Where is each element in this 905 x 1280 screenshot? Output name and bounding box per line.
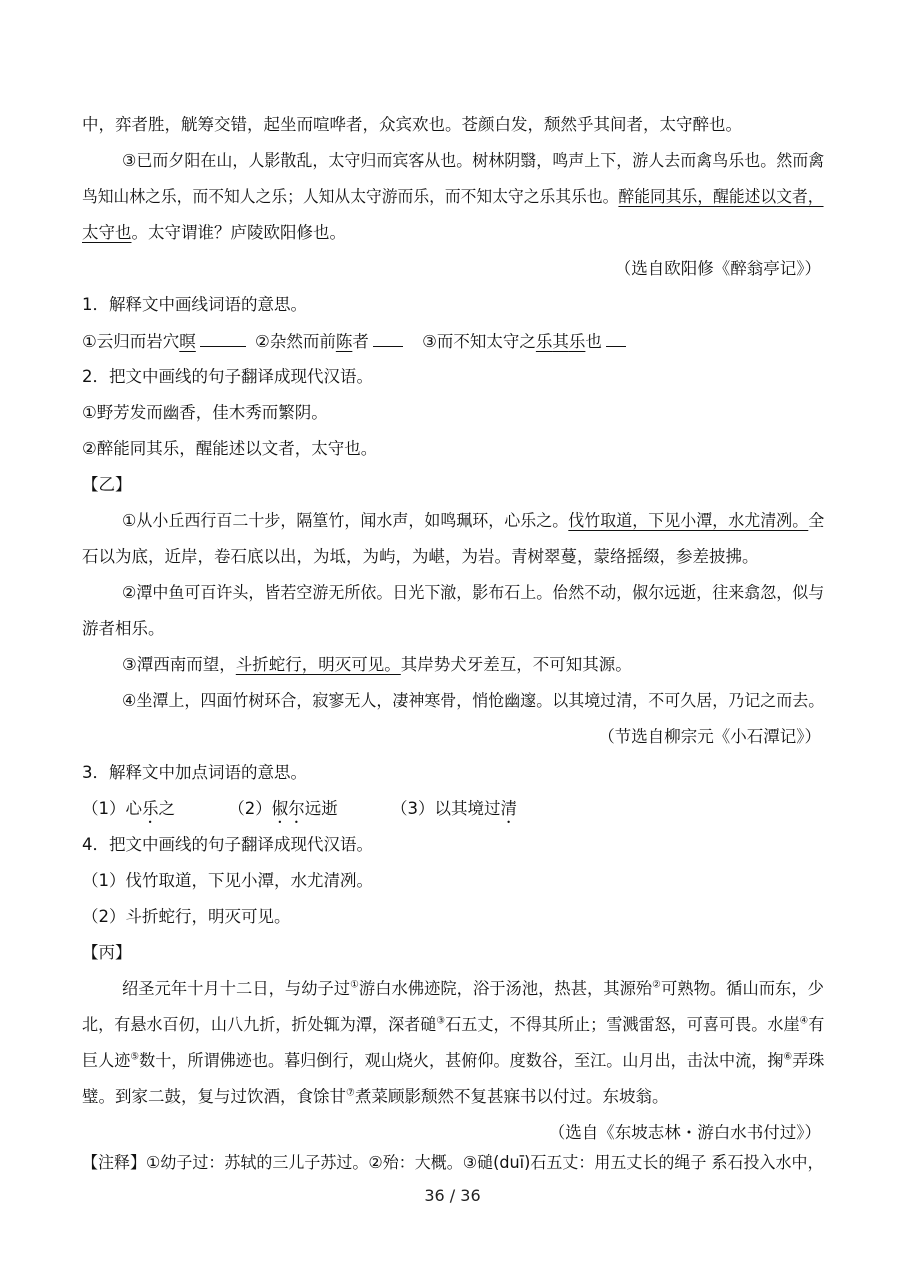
underlined-sentence: 醉能同其乐，醒能述以文者， bbox=[618, 187, 824, 206]
passage-bing-line-3: 巨人迹⑤数十，所谓佛迹也。暮归倒行，观山烧火，甚俯仰。度数谷，至江。山月出，击汰中流，掬⑥弄珠 bbox=[82, 1051, 825, 1070]
passage-bing-line-4: 璧。到家二鼓，复与过饮酒，食馀甘⑦煮菜顾影颓然不复甚寐书以付过。东坡翁。 bbox=[82, 1087, 669, 1106]
answer-blank-1[interactable] bbox=[200, 330, 246, 347]
dotted-word: 清 bbox=[500, 799, 517, 818]
passage-yi-heading: 【乙】 bbox=[82, 475, 132, 494]
passage-jia-line-2: ③已而夕阳在山，人影散乱，太守归而宾客从也。树林阴翳，鸣声上下，游人去而禽鸟乐也。然而禽 bbox=[122, 151, 825, 170]
question-2-sentence-1: ①野芳发而幽香，佳木秀而繁阴。 bbox=[82, 403, 328, 422]
question-3-items: （1）心乐之 （2）俶尔远逝 （3）以其境过清 bbox=[82, 799, 517, 818]
dotted-word: 乐 bbox=[142, 799, 159, 818]
source-yi: （节选自柳宗元《小石潭记》） bbox=[598, 727, 821, 746]
source-bing: （选自《东坡志林・游白水书付过》） bbox=[548, 1123, 821, 1142]
underlined-sentence-end: 太守也 bbox=[82, 223, 132, 242]
passage-yi-line-3: ②潭中鱼可百许头，皆若空游无所依。日光下澈，影布石上。佁然不动，俶尔远逝，往来翕忽，似与 bbox=[122, 583, 825, 602]
question-4-sentence-2: （2）斗折蛇行，明灭可见。 bbox=[82, 907, 291, 926]
question-1-items: ①云归而岩穴暝 ②杂然而前陈者 ③而不知太守之乐其乐也 bbox=[82, 330, 630, 353]
source-jia: （选自欧阳修《醉翁亭记》） bbox=[614, 259, 821, 278]
passage-bing-line-2: 北，有悬水百仞，山八九折，折处辄为潭，深者磓③石五丈，不得其所止；雪溅雷怒，可喜可畏。水崖④有 bbox=[82, 1015, 825, 1034]
question-2-title: 2．把文中画线的句子翻译成现代汉语。 bbox=[82, 367, 373, 386]
passage-jia-line-3: 鸟知山林之乐，而不知人之乐；人知从太守游而乐，而不知太守之乐其乐也。醉能同其乐，醒能述以文者， bbox=[82, 187, 824, 206]
passage-yi-line-6: ④坐潭上，四面竹树环合，寂寥无人，凄神寒骨，悄怆幽邃。以其境过清，不可久居，乃记之而去。 bbox=[122, 691, 825, 710]
question-4-sentence-1: （1）伐竹取道，下见小潭，水尤清冽。 bbox=[82, 871, 373, 890]
page-number: 36 / 36 bbox=[424, 1186, 481, 1205]
question-4-title: 4．把文中画线的句子翻译成现代汉语。 bbox=[82, 835, 373, 854]
question-3-title: 3．解释文中加点词语的意思。 bbox=[82, 763, 307, 782]
dotted-word: 俶尔 bbox=[271, 799, 305, 818]
underlined-sentence: 斗折蛇行，明灭可见。 bbox=[235, 655, 401, 674]
question-1-title: 1．解释文中画线词语的意思。 bbox=[82, 295, 307, 314]
underlined-sentence: 伐竹取道，下见小潭，水尤清冽。 bbox=[568, 511, 809, 530]
answer-blank-3[interactable] bbox=[606, 330, 626, 347]
passage-bing-line-1: 绍圣元年十月十二日，与幼子过①游白水佛迹院，浴于汤池，热甚，其源殆②可熟物。循山而东，少 bbox=[122, 979, 824, 998]
passage-yi-line-4: 游者相乐。 bbox=[82, 619, 165, 638]
annotation-notes: 【注释】①幼子过：苏轼的三儿子苏过。②殆：大概。③磓(duī)石五丈：用五丈长的绳子 系石投入水中， bbox=[82, 1153, 824, 1172]
answer-blank-2[interactable] bbox=[373, 330, 403, 347]
passage-yi-line-2: 石以为底，近岸，卷石底以出，为坻，为屿，为嵁，为岩。青树翠蔓，蒙络摇缀，参差披拂。 bbox=[82, 547, 759, 566]
passage-jia-line-1: 中，弈者胜，觥筹交错，起坐而喧哗者，众宾欢也。苍颜白发，颓然乎其间者，太守醉也。 bbox=[82, 115, 742, 134]
passage-jia-line-4: 太守也。太守谓谁？庐陵欧阳修也。 bbox=[82, 223, 346, 242]
passage-bing-heading: 【丙】 bbox=[82, 943, 132, 962]
passage-yi-line-1: ①从小丘西行百二十步，隔篁竹，闻水声，如鸣珮环，心乐之。伐竹取道，下见小潭，水尤清冽。全 bbox=[122, 511, 825, 530]
passage-yi-line-5: ③潭西南而望，斗折蛇行，明灭可见。其岸势犬牙差互，不可知其源。 bbox=[122, 655, 632, 674]
question-2-sentence-2: ②醉能同其乐，醒能述以文者，太守也。 bbox=[82, 439, 378, 458]
